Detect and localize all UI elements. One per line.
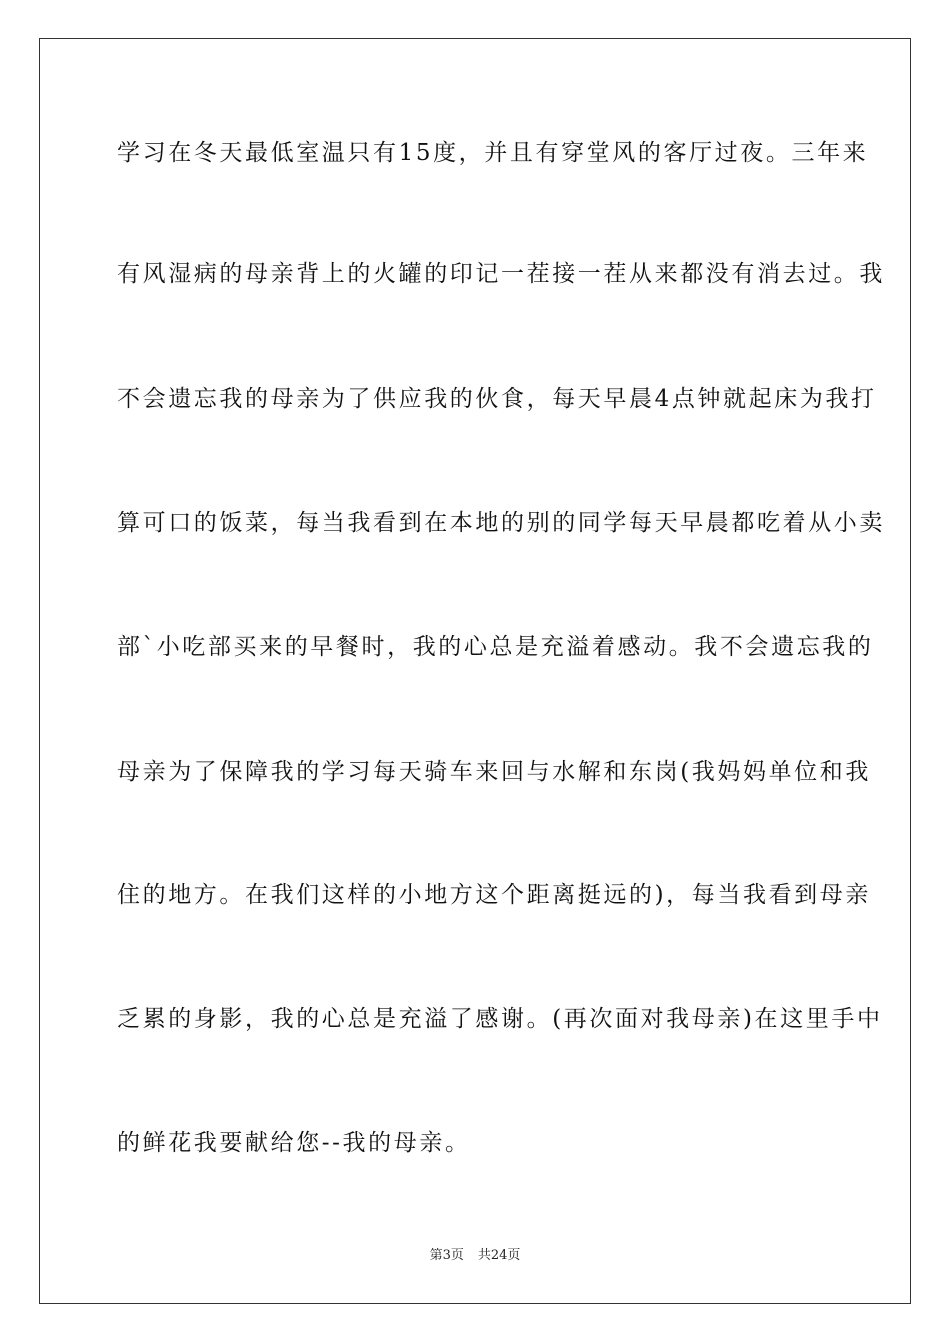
text-line: 的鲜花我要献给您--我的母亲。 [117, 1130, 471, 1156]
page-number: 第3页 [429, 1248, 464, 1263]
text-line: 乏累的身影，我的心总是充溢了感谢。(再次面对我母亲)在这里手中 [117, 1006, 883, 1032]
text-line: 部`小吃部买来的早餐时，我的心总是充溢着感动。我不会遗忘我的 [117, 634, 874, 660]
text-line: 学习在冬天最低室温只有15度，并且有穿堂风的客厅过夜。三年来 [117, 140, 869, 166]
text-line: 算可口的饭菜，每当我看到在本地的别的同学每天早晨都吃着从小卖 [117, 510, 885, 536]
text-line: 不会遗忘我的母亲为了供应我的伙食，每天早晨4点钟就起床为我打 [117, 386, 877, 412]
text-line: 母亲为了保障我的学习每天骑车来回与水解和东岗(我妈妈单位和我 [117, 759, 871, 785]
text-line: 住的地方。在我们这样的小地方这个距离挺远的)，每当我看到母亲 [117, 882, 871, 908]
total-pages: 共24页 [477, 1248, 521, 1263]
page-footer [0, 1248, 950, 1264]
page-border [39, 38, 911, 1304]
text-line: 有风湿病的母亲背上的火罐的印记一茬接一茬从来都没有消去过。我 [117, 261, 885, 287]
